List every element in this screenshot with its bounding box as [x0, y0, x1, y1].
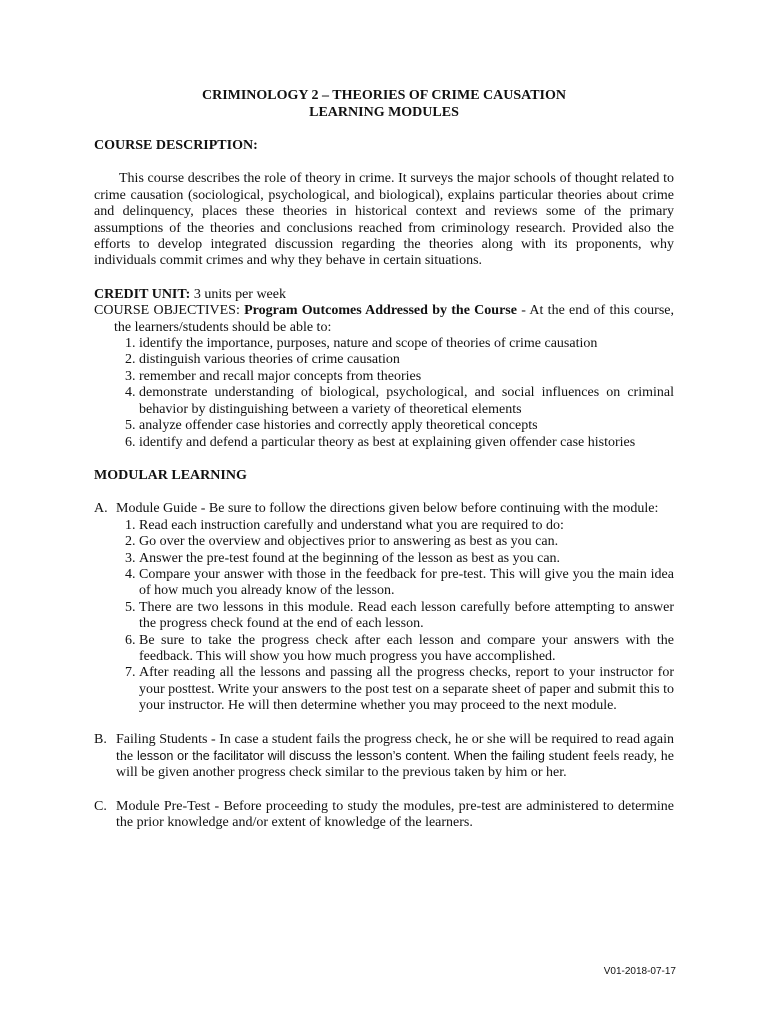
credit-unit-value: 3 units per week: [190, 286, 286, 302]
course-objectives-intro: [94, 303, 674, 336]
list-item: 4. Compare your answer with those in the feedback for pre-test. This will give you the main idea of how much you already know of the lesson.: [139, 567, 674, 600]
section-b-text-part2: lesson or the facilitator will discuss the lesson’s content. When the failing: [136, 749, 545, 763]
document-title: [94, 87, 674, 121]
list-item: 1. identify the importance, purposes, nature and scope of theories of crime causation: [139, 336, 674, 352]
objectives-list: [94, 336, 674, 451]
list-item: 7. After reading all the lessons and passing all the progress checks, report to your instructor for your posttest. Write your answers to the post test on a separate sheet of paper and submit this to your instructor. He will then determine whether you may proceed to the next module.: [139, 665, 674, 714]
section-a: [94, 501, 674, 517]
section-a-mark: A.: [94, 501, 108, 517]
section-c-mark: C.: [94, 798, 107, 814]
list-item: 5. analyze offender case histories and correctly apply theoretical concepts: [139, 418, 674, 434]
section-b-text-part1: Failing Students - In case a student fails the progress check, he or she will be required to read again the: [116, 731, 674, 764]
section-c-text: Module Pre-Test - Before proceeding to study the modules, pre-test are administered to determine the prior knowledge and/or extent of knowledge of the learners.: [116, 798, 674, 831]
section-b-text-part3: student feels ready, he will be given another progress check similar to the previous taken by him or her.: [116, 749, 674, 781]
section-c: [94, 799, 674, 832]
section-b-text: [116, 732, 674, 782]
section-b: [94, 732, 674, 782]
course-description-heading: COURSE DESCRIPTION:: [94, 138, 258, 153]
title-line-1: CRIMINOLOGY 2 – THEORIES OF CRIME CAUSATION: [201, 88, 567, 103]
modular-learning-heading: MODULAR LEARNING: [94, 467, 247, 483]
objectives-bold: Program Outcomes Addressed by the Course: [244, 303, 517, 319]
section-a-text: Module Guide - Be sure to follow the directions given below before continuing with the module:: [116, 501, 659, 517]
version-footer: V01-2018-07-17: [603, 966, 676, 977]
title-line-2: LEARNING MODULES: [309, 105, 459, 120]
list-item: 6. Be sure to take the progress check after each lesson and compare your answers with the feedback. This will show you how much progress you have accomplished.: [139, 633, 674, 666]
module-guide-steps: [94, 518, 674, 715]
list-item: 3. Answer the pre-test found at the beginning of the lesson as best as you can.: [139, 551, 674, 567]
document-page: [94, 87, 674, 832]
list-item: 4. demonstrate understanding of biological, psychological, and social influences on criminal behavior by distinguishing between a variety of theoretical elements: [139, 385, 674, 418]
section-b-mark: B.: [94, 731, 107, 747]
objectives-label: COURSE OBJECTIVES:: [94, 303, 245, 319]
credit-unit: [94, 287, 674, 303]
course-description-text: This course describes the role of theory in crime. It surveys the major schools of thought related to crime causation (sociological, psychological, and biological), explains particular theories about crime and delinquency, places these theories in historical context and reviews some of the primary assumptions of the theories and conclusions reached from criminology research. Provided also the efforts to develop integrated discussion regarding the theories along with its proponents, why individuals commit crimes and why they behave in certain situations.: [94, 171, 674, 269]
list-item: 3. remember and recall major concepts from theories: [139, 369, 674, 385]
list-item: 2. distinguish various theories of crime causation: [139, 352, 674, 368]
credit-unit-label: CREDIT UNIT:: [94, 286, 191, 302]
list-item: 6. identify and defend a particular theory as best at explaining given offender case histories: [139, 435, 674, 451]
list-item: 1. Read each instruction carefully and understand what you are required to do:: [139, 518, 674, 534]
list-item: 5. There are two lessons in this module. Read each lesson carefully before attempting to answer the progress check found at the end of each lesson.: [139, 600, 674, 633]
objectives-rest: - At the end of this course, the learners/students should be able to:: [114, 303, 675, 335]
list-item: 2. Go over the overview and objectives prior to answering as best as you can.: [139, 534, 674, 550]
